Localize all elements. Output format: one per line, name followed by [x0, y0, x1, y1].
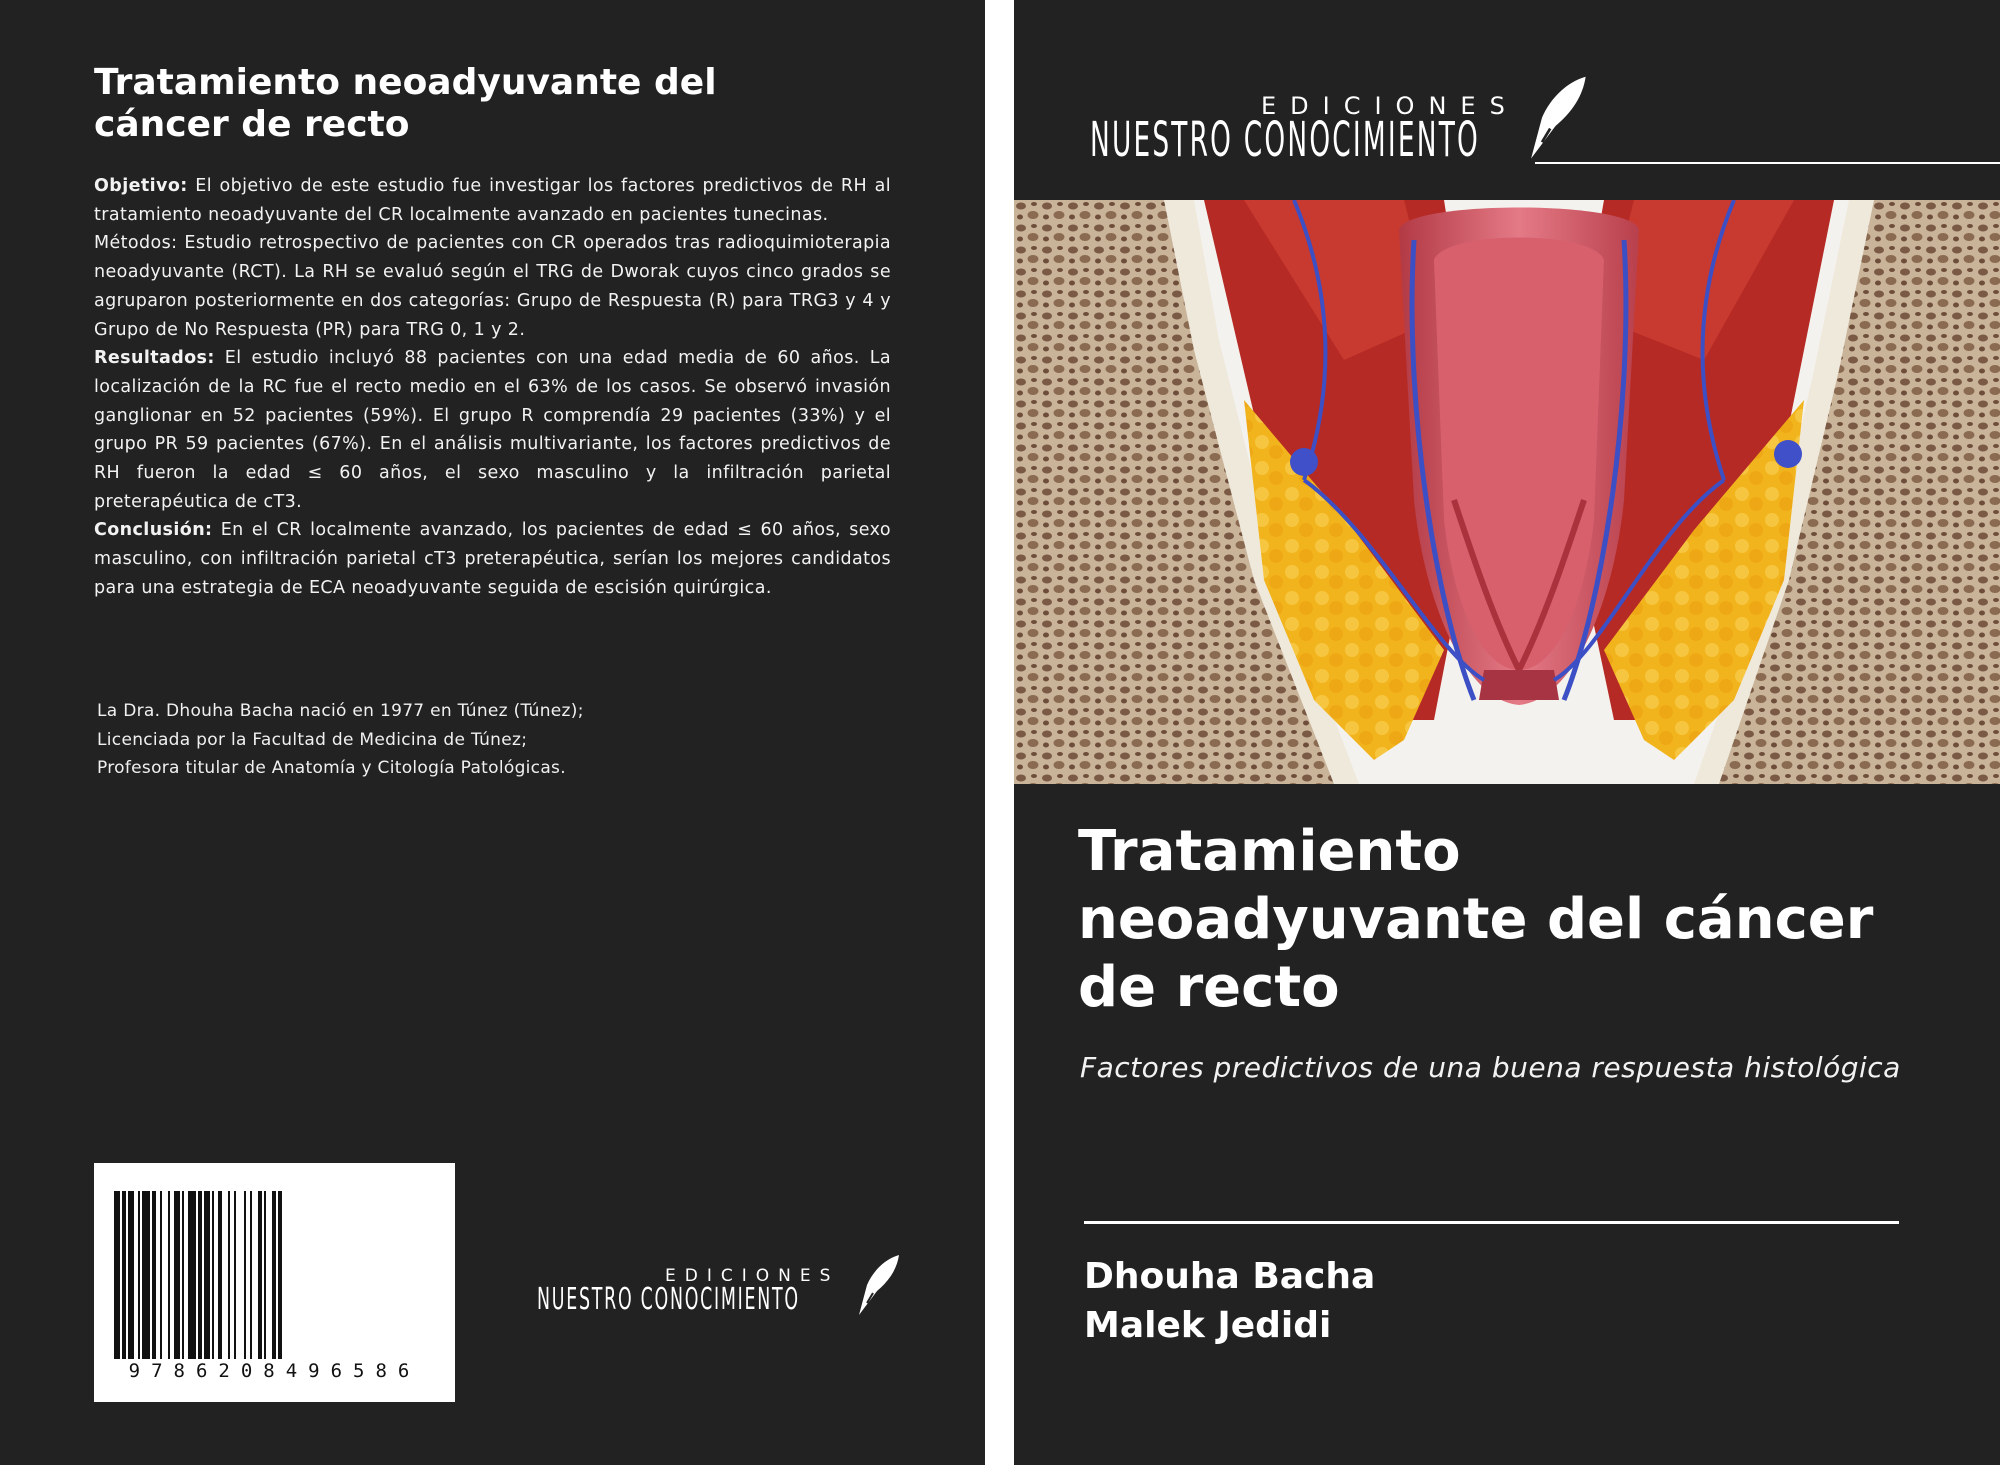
- abstract-objetivo: [94, 172, 891, 229]
- pen-nib-icon: [855, 1253, 901, 1319]
- abstract-metodos: Métodos: Estudio retrospectivo de pacientes con CR operados tras radioquimioterapia neoadyuvante (RCT). La RH se evaluó según el TRG de Dworak cuyos cinco grados se agruparon posteriormente en dos categorías: Grupo de Respuesta (R) para TRG3 y 4 y Grupo de No Respuesta (PR) para TRG 0, 1 y 2.: [94, 233, 891, 340]
- resultados-text: El estudio incluyó 88 pacientes con una edad media de 60 años. La localización de la RC fue el recto medio en el 63% de los casos. Se observó invasión ganglionar en 52 pacientes (59%). El grupo R comprendía 29 pacientes (33%) y el grupo PR 59 pacientes (67%). En el análisis multivariante, los factores predictivos de RH fueron la edad ≤ 60 años, el sexo masculino y la infiltración parietal preterapéutica de cT3.: [94, 348, 891, 512]
- bio-line: La Dra. Dhouha Bacha nació en 1977 en Túnez (Túnez);: [97, 701, 584, 721]
- barcode-bar: [272, 1191, 276, 1359]
- author-bio: [97, 697, 797, 783]
- objetivo-text: El objetivo de este estudio fue investigar los factores predictivos de RH al tratamiento neoadyuvante del CR localmente avanzado en pacientes tunecinas.: [94, 176, 891, 225]
- front-cover-subtitle: Factores predictivos de una buena respuesta histológica: [1080, 1051, 1901, 1084]
- barcode-bar: [264, 1191, 266, 1359]
- bio-line: Licenciada por la Facultad de Medicina de Túnez;: [97, 729, 528, 750]
- barcode-bar: [198, 1191, 202, 1359]
- barcode-bar: [128, 1191, 134, 1359]
- title-line: Tratamiento: [1078, 819, 1461, 884]
- abstract-resultados: [94, 344, 891, 516]
- logo-underline: [1535, 162, 2000, 164]
- barcode-bar: [182, 1191, 184, 1359]
- barcode-bar: [212, 1191, 214, 1359]
- barcode-bar: [228, 1191, 230, 1359]
- barcode-bar: [218, 1191, 222, 1359]
- objetivo-label: Objetivo:: [94, 176, 188, 196]
- barcode-bar: [234, 1191, 236, 1359]
- barcode-bar: [114, 1191, 120, 1359]
- barcode-bar: [168, 1191, 170, 1359]
- barcode-bars: [112, 1191, 437, 1359]
- resultados-label: Resultados:: [94, 348, 215, 369]
- back-cover: [0, 0, 985, 1465]
- anatomy-illustration: [1014, 200, 2000, 784]
- authors: [1084, 1252, 1375, 1350]
- barcode-bar: [122, 1191, 126, 1359]
- barcode-bar: [152, 1191, 156, 1359]
- barcode-bar: [160, 1191, 162, 1359]
- barcode-bar: [142, 1191, 150, 1359]
- barcode-bar: [250, 1191, 252, 1359]
- abstract: [94, 172, 891, 603]
- publisher-logo-bottom: NUESTRO CONOCIMIENTO: [537, 1282, 800, 1317]
- title-line: neoadyuvante del cáncer: [1078, 887, 1874, 952]
- title-line: de recto: [1078, 955, 1340, 1020]
- conclusion-label: Conclusión:: [94, 520, 213, 541]
- author-divider: [1084, 1221, 1899, 1224]
- barcode-bar: [244, 1191, 246, 1359]
- bio-line: Profesora titular de Anatomía y Citología Patológicas.: [97, 758, 566, 779]
- spine-gap: [985, 0, 1014, 1465]
- barcode-bar: [138, 1191, 140, 1359]
- barcode-bar: [188, 1191, 196, 1359]
- barcode: [94, 1163, 455, 1402]
- barcode-bar: [258, 1191, 262, 1359]
- front-cover-title: [1078, 818, 1958, 1022]
- front-publisher-logo-top: EDICIONES: [1261, 92, 1519, 120]
- barcode-bar: [278, 1191, 282, 1359]
- author-name: Dhouha Bacha: [1084, 1256, 1376, 1297]
- barcode-bar: [174, 1191, 180, 1359]
- abstract-conclusion: [94, 516, 891, 602]
- barcode-bar: [204, 1191, 210, 1359]
- back-cover-title: Tratamiento neoadyuvante del cáncer de recto: [94, 62, 717, 145]
- publisher-logo: [537, 1248, 907, 1328]
- isbn-number: 9786208496586: [128, 1360, 421, 1382]
- author-name: Malek Jedidi: [1084, 1305, 1332, 1346]
- pen-nib-icon: [1524, 74, 1590, 164]
- publisher-logo-top: EDICIONES: [665, 1266, 840, 1286]
- front-publisher-logo-bottom: NUESTRO CONOCIMIENTO: [1090, 112, 1481, 168]
- front-publisher-logo: [1074, 70, 2000, 170]
- conclusion-text: En el CR localmente avanzado, los pacientes de edad ≤ 60 años, sexo masculino, con infiltración parietal cT3 preterapéutica, serían los mejores candidatos para una estrategia de ECA neoadyuvante seguida de escisión quirúrgica.: [94, 520, 891, 598]
